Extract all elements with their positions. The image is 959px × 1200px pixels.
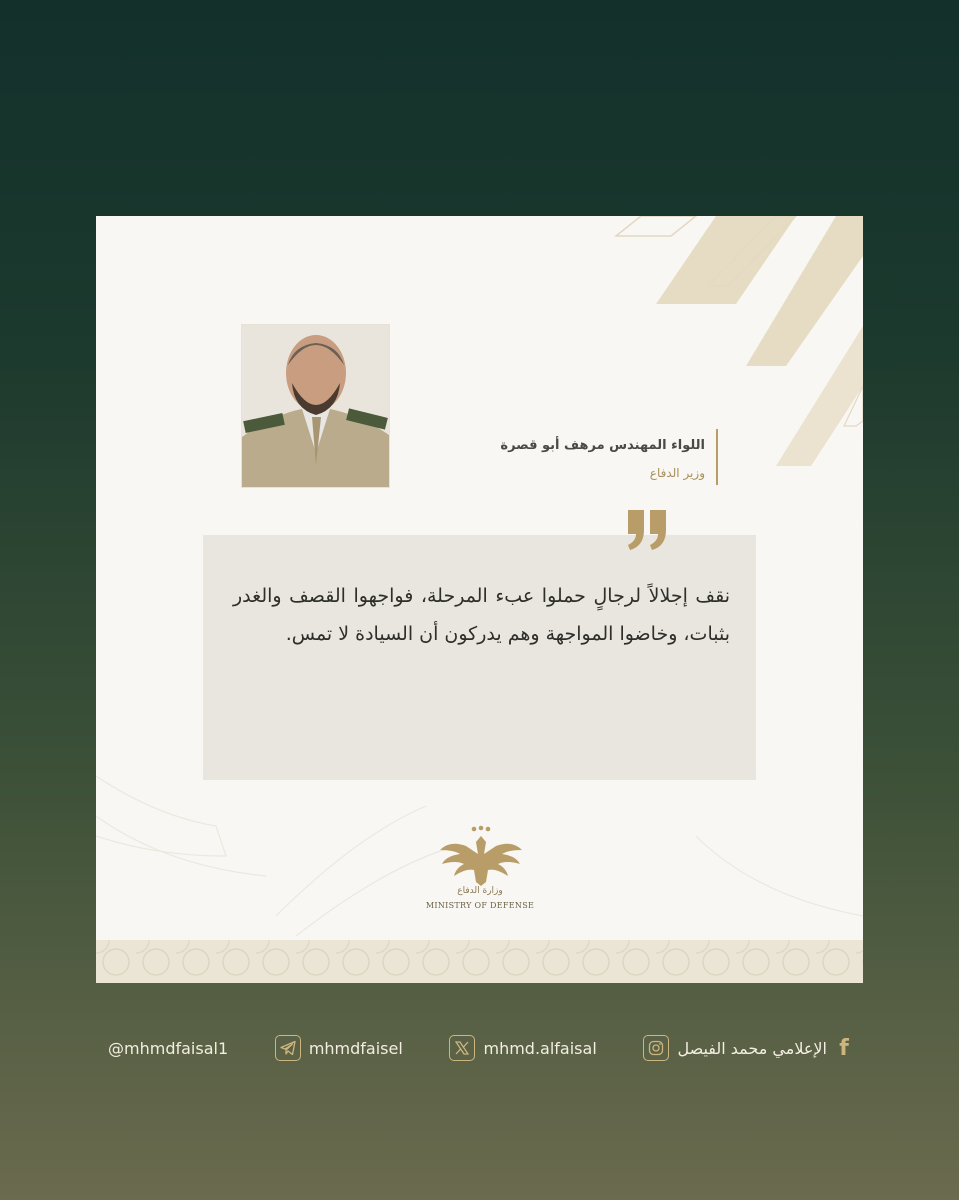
emblem-arabic-text: وزارة الدفاع (457, 886, 503, 896)
person-name: اللواء المهندس مرهف أبو قصرة (500, 438, 705, 453)
instagram-icon (643, 1035, 669, 1061)
telegram-icon (275, 1035, 301, 1061)
facebook-link[interactable] (643, 1035, 853, 1061)
telegram-handle: @mhmdfaisal1 (108, 1038, 229, 1058)
x-link[interactable] (275, 1035, 403, 1061)
quote-mark-icon (626, 508, 668, 552)
pattern-strip (96, 940, 863, 983)
quote-box (203, 535, 756, 780)
emblem-english-text: MINISTRY OF DEFENSE (425, 901, 535, 910)
minister-photo (241, 324, 390, 488)
telegram-link[interactable] (108, 1039, 228, 1058)
instagram-link[interactable] (449, 1035, 596, 1061)
person-title: وزير الدفاع (649, 466, 705, 480)
x-handle: mhmdfaisel (308, 1038, 403, 1058)
post-card (96, 216, 863, 983)
quote-text: نقف إجلالاً لرجالٍ حملوا عبء المرحلة، فواجهوا القصف والغدر بثبات، وخاضوا المواجهة وهم يدركون أن السيادة لا تمس. (233, 585, 730, 645)
eagle-emblem-icon (436, 824, 526, 889)
social-footer (108, 1028, 853, 1068)
x-icon (449, 1035, 475, 1061)
facebook-name: الإعلامي محمد الفيصل (677, 1038, 827, 1058)
name-divider (716, 429, 718, 485)
facebook-icon: f (839, 1035, 849, 1061)
instagram-handle: mhmd.alfaisal (483, 1038, 597, 1058)
